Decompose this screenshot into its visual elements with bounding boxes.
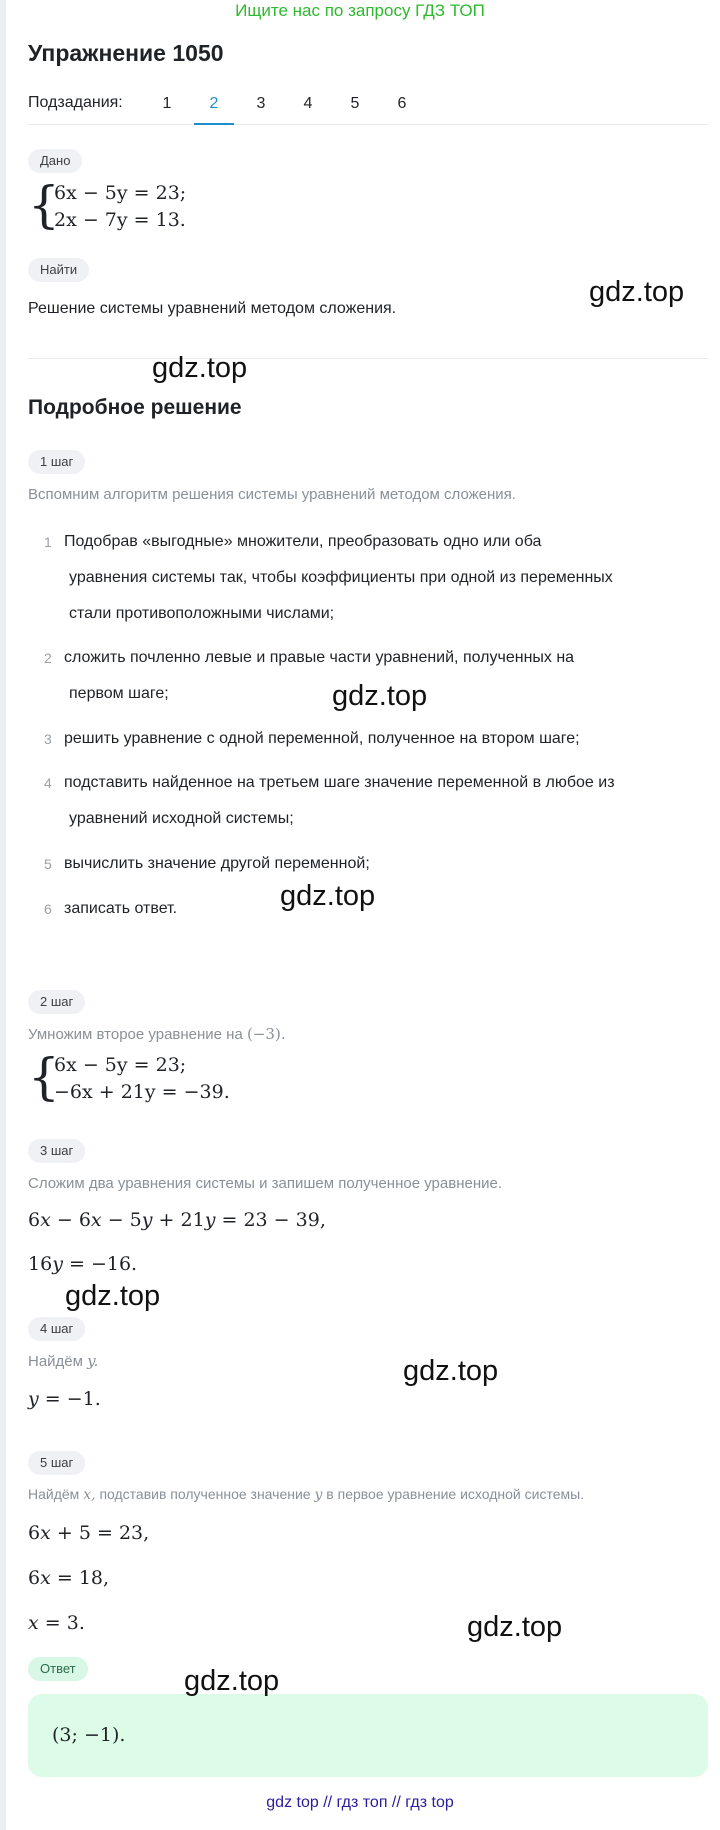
given-equation-2: 2x − 7y = 13. [54, 209, 186, 231]
list-item-line: подставить найденное на третьем шаге значение переменной в любое из [64, 774, 615, 791]
step-4-text-body: Найдём [28, 1353, 83, 1370]
list-item-line: уравнения системы так, чтобы коэффициенты при одной из переменных [69, 569, 613, 586]
step-5-text [28, 1486, 584, 1503]
watermark: gdz.top [403, 1355, 499, 1387]
step-5-variable-y: y [314, 1487, 323, 1503]
step-4-chip: 4 шаг [28, 1317, 85, 1341]
tab-subtask-1[interactable]: 1 [162, 95, 172, 112]
list-item-number: 6 [44, 901, 52, 917]
list-item-line: решить уравнение с одной переменной, полученное на втором шаге; [64, 730, 580, 747]
find-chip: Найти [28, 258, 89, 282]
step-1-chip: 1 шаг [28, 450, 85, 474]
list-item-line: Подобрав «выгодные» множители, преобразовать одно или оба [64, 533, 542, 550]
subtasks-bar [28, 92, 708, 125]
list-item-number: 5 [44, 856, 52, 872]
step-3-text: Сложим два уравнения системы и запишем полученное уравнение. [28, 1175, 503, 1192]
list-item-line: уравнений исходной системы; [69, 810, 294, 827]
answer-chip: Ответ [28, 1657, 88, 1681]
step-2-equation-1: 6x − 5y = 23; [54, 1054, 187, 1076]
step-5-line-3: x = 3. [28, 1612, 85, 1634]
step-4-text [28, 1352, 98, 1370]
step-5-variable-x: x, [83, 1487, 96, 1503]
tab-subtask-6[interactable]: 6 [397, 95, 407, 112]
solution-title: Подробное решение [28, 396, 242, 419]
system-brace: { [28, 176, 60, 234]
watermark: gdz.top [589, 276, 685, 308]
tab-subtask-4[interactable]: 4 [303, 95, 313, 112]
list-item-number: 3 [44, 731, 52, 747]
step-4-line-1: y = −1. [28, 1388, 101, 1410]
list-item-line: первом шаге; [69, 685, 169, 702]
step-4-variable: y. [87, 1352, 99, 1370]
tab-subtask-2[interactable]: 2 [194, 92, 234, 125]
watermark: gdz.top [184, 1665, 280, 1697]
find-text: Решение системы уравнений методом сложения. [28, 300, 397, 317]
step-1-text: Вспомним алгоритм решения системы уравнений методом сложения. [28, 486, 516, 503]
list-item-line: стали противоположными числами; [69, 605, 335, 622]
watermark: gdz.top [332, 680, 428, 712]
footer-links[interactable]: gdz top // гдз топ // гдз top [266, 1794, 454, 1811]
answer-value: (3; −1). [52, 1724, 126, 1746]
list-item-line: сложить почленно левые и правые части уравнений, полученных на [64, 649, 575, 666]
list-item-line: вычислить значение другой переменной; [64, 855, 370, 872]
step-5-chip: 5 шаг [28, 1451, 85, 1475]
step-3-line-1: 6x − 6x − 5y + 21y = 23 − 39, [28, 1209, 326, 1231]
step-2-text [28, 1025, 286, 1043]
system-brace: { [28, 1048, 60, 1106]
answer-box [28, 1694, 708, 1777]
given-equation-1: 6x − 5y = 23; [54, 182, 187, 204]
list-item-number: 1 [44, 534, 52, 550]
list-item-number: 4 [44, 775, 52, 791]
subtasks-label: Подзадания: [28, 94, 123, 111]
watermark: gdz.top [467, 1611, 563, 1643]
step-5-text-suffix: в первое уравнение исходной системы. [326, 1486, 585, 1502]
step-3-chip: 3 шаг [28, 1139, 85, 1163]
step-5-line-2: 6x = 18, [28, 1567, 110, 1589]
watermark: gdz.top [152, 352, 248, 384]
step-5-line-1: 6x + 5 = 23, [28, 1522, 150, 1544]
tab-subtask-3[interactable]: 3 [256, 95, 266, 112]
step-3-line-2: 16y = −16. [28, 1253, 138, 1275]
step-2-equation-2: −6x + 21y = −39. [54, 1081, 230, 1103]
watermark: gdz.top [65, 1280, 161, 1312]
watermark: gdz.top [280, 880, 376, 912]
step-2-text-body: Умножим второе уравнение на [28, 1026, 243, 1043]
step-5-text-prefix: Найдём [28, 1486, 80, 1502]
tab-subtask-5[interactable]: 5 [350, 95, 360, 112]
step-2-chip: 2 шаг [28, 990, 85, 1014]
list-item-number: 2 [44, 650, 52, 666]
top-banner: Ищите нас по запросу ГДЗ ТОП [235, 1, 485, 20]
given-chip: Дано [28, 149, 82, 173]
exercise-title: Упражнение 1050 [28, 40, 224, 66]
list-item-line: записать ответ. [64, 900, 178, 917]
left-rule [0, 0, 6, 1830]
divider [28, 358, 708, 359]
step-5-text-middle: подставив полученное значение [99, 1486, 311, 1502]
step-2-multiplier: (−3). [246, 1025, 286, 1043]
